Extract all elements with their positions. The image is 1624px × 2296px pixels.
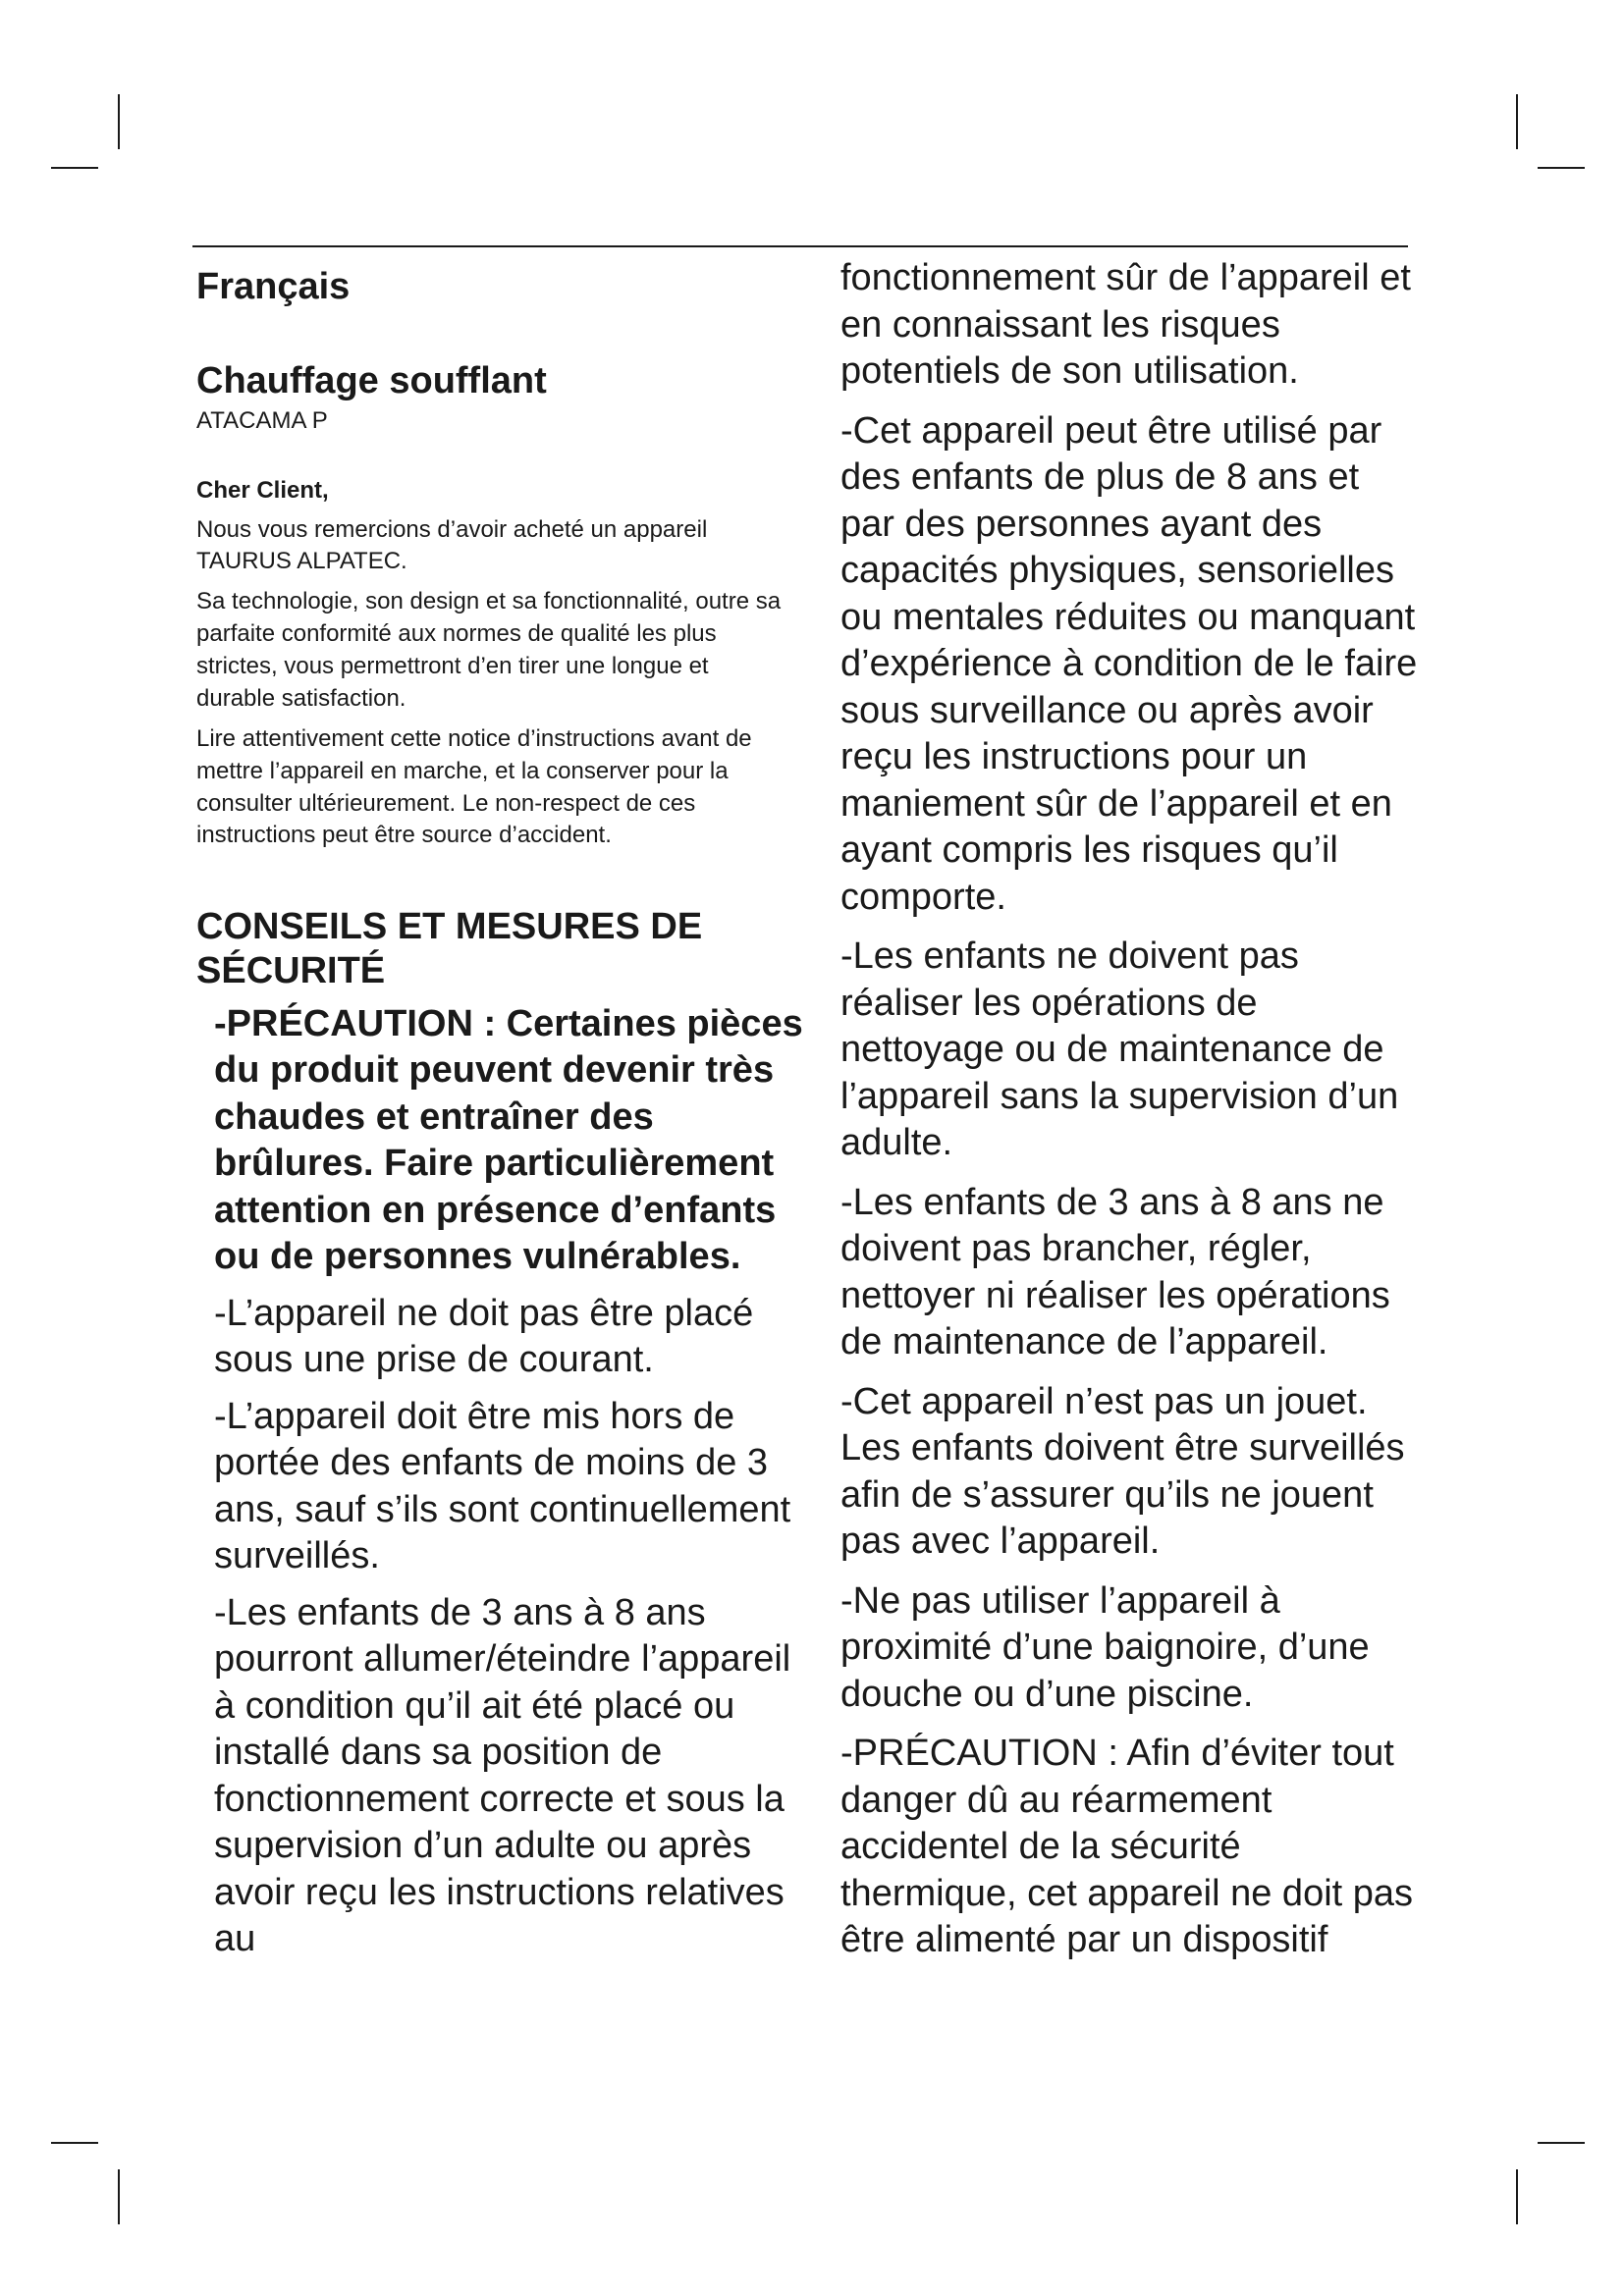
safety-item: -Cet appareil peut être utilisé par des enfants de plus de 8 ans et par des personnes ayant des capacités physiques, sensorielles ou mentales réduites ou manquant d’expérience à condition de le faire sous surveillance ou après avoir reçu les instructions pour un maniement sûr de l’appareil et en ayant compris les risques qu’il comporte. [840, 409, 1418, 918]
model-name: ATACAMA P [196, 407, 328, 435]
safety-item: -L’appareil ne doit pas être placé sous une prise de courant. [214, 1292, 754, 1381]
crop-mark-bottom-right-vertical [1516, 2169, 1518, 2224]
language-label: Français [196, 266, 351, 307]
crop-mark-top-left-horizontal [51, 167, 98, 169]
warning-paragraph: -PRÉCAUTION : Certaines pièces du produit peuvent devenir très chaudes et entraîner des brûlures. Faire particulièrement attention en présence d’enfants ou de personnes vulnérables. [214, 1002, 803, 1278]
greeting: Cher Client, [196, 477, 329, 505]
safety-heading: CONSEILS ET MESURES DE SÉCURITÉ [196, 906, 703, 992]
safety-item: -Les enfants ne doivent pas réaliser les opérations de nettoyage ou de maintenance de l’appareil sans la supervision d’un adulte. [840, 935, 1399, 1163]
top-rule [192, 245, 1408, 247]
safety-item: -PRÉCAUTION : Afin d’éviter tout danger dû au réarmement accidentel de la sécurité thermique, cet appareil ne doit pas être alimenté par un dispositif [840, 1733, 1414, 1960]
left-column [196, 255, 805, 1973]
crop-mark-bottom-left-horizontal [51, 2142, 98, 2144]
intro-paragraph: Lire attentivement cette notice d’instructions avant de mettre l’appareil en marche, et la conserver pour la consulter ultérieurement. Le non-respect de ces instructions peut être source d’accident. [196, 724, 752, 849]
continuation-paragraph: fonctionnement sûr de l’appareil et en connaissant les risques potentiels de son utilisation. [840, 257, 1411, 392]
right-column [840, 255, 1420, 1977]
safety-item: -Ne pas utiliser l’appareil à proximité d’une baignoire, d’une douche ou d’une piscine. [840, 1579, 1370, 1715]
product-title: Chauffage soufflant [196, 359, 547, 401]
crop-mark-top-left-vertical [118, 94, 120, 149]
safety-item: -L’appareil doit être mis hors de portée des enfants de moins de 3 ans, sauf s’ils sont continuellement surveillés. [214, 1395, 791, 1577]
crop-mark-bottom-left-vertical [118, 2169, 120, 2224]
crop-mark-top-right-horizontal [1538, 167, 1585, 169]
intro-paragraph: Nous vous remercions d’avoir acheté un appareil TAURUS ALPATEC. [196, 515, 708, 575]
crop-mark-top-right-vertical [1516, 94, 1518, 149]
crop-mark-bottom-right-horizontal [1538, 2142, 1585, 2144]
safety-item: -Les enfants de 3 ans à 8 ans pourront allumer/éteindre l’appareil à condition qu’il ait été placé ou installé dans sa position de fonctionnement correcte et sous la supervision d’un adulte ou après avoir reçu les instructions relatives au [214, 1591, 791, 1960]
intro-paragraph: Sa technologie, son design et sa fonctionnalité, outre sa parfaite conformité aux normes de qualité les plus strictes, vous permettront d’en tirer une longue et durable satisfaction. [196, 588, 782, 712]
safety-item: -Cet appareil n’est pas un jouet. Les enfants doivent être surveillés afin de s’assurer qu’ils ne jouent pas avec l’appareil. [840, 1380, 1405, 1562]
safety-item: -Les enfants de 3 ans à 8 ans ne doivent pas brancher, régler, nettoyer ni réaliser les opérations de maintenance de l’appareil. [840, 1181, 1390, 1362]
